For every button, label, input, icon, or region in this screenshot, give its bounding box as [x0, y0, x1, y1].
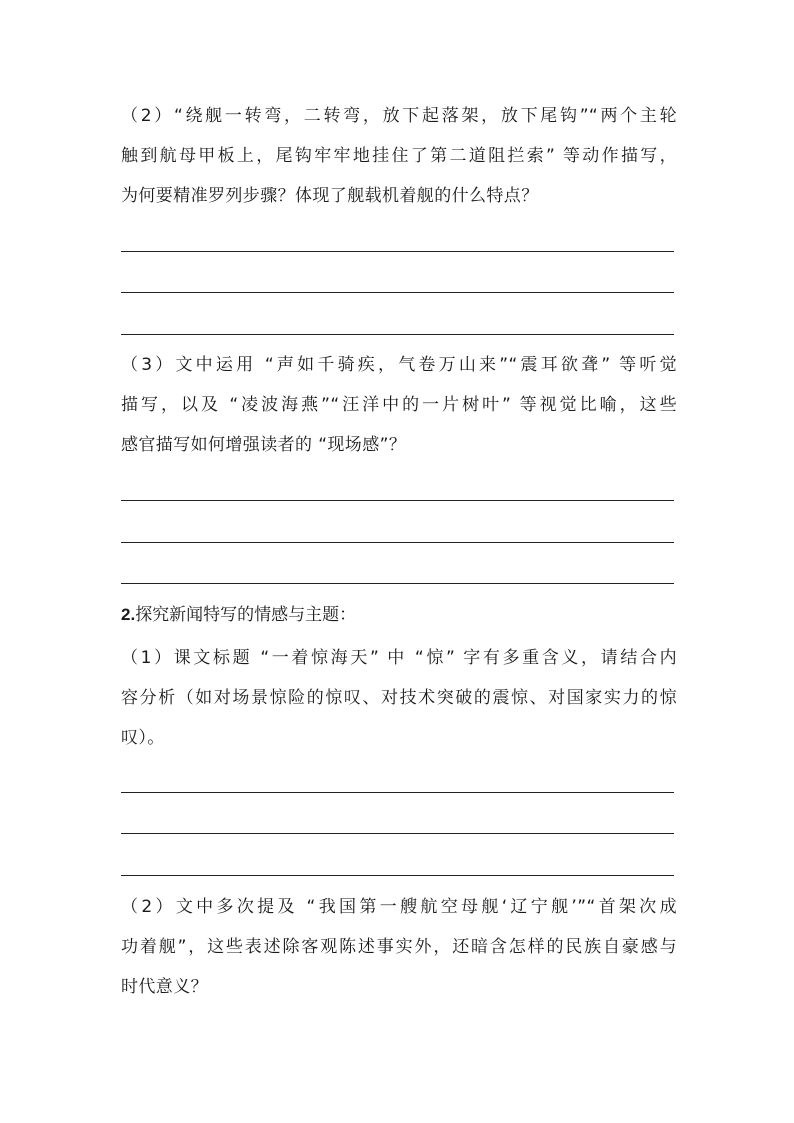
question-2-text [121, 96, 677, 216]
section-2-question-1-text [121, 638, 677, 758]
question-line: （2）文中多次提及 “我国第一艘航空母舰‘辽宁舰’”“首架次成 [121, 897, 677, 917]
question-line: 描写，以及 “凌波海燕”“汪洋中的一片树叶” 等视觉比喻，这些 [121, 395, 677, 415]
question-line: 为何要精准罗列步骤？体现了舰载机着舰的什么特点？ [121, 186, 539, 206]
question-line: （3）文中运用 “声如千骑疾，气卷万山来”“震耳欲聋” 等听觉 [121, 355, 677, 375]
section-title: 探究新闻特写的情感与主题： [135, 605, 357, 625]
question-line: 触到航母甲板上，尾钩牢牢地挂住了第二道阻拦索” 等动作描写， [121, 146, 677, 166]
question-line: 时代意义？ [121, 977, 208, 997]
question-line: 功着舰”，这些表述除客观陈述事实外，还暗含怎样的民族自豪感与 [121, 937, 677, 957]
answer-line[interactable] [121, 583, 674, 584]
answer-line[interactable] [121, 833, 674, 834]
question-line: 容分析（如对场景惊险的惊叹、对技术突破的震惊、对国家实力的惊 [121, 688, 677, 708]
answer-line[interactable] [121, 292, 674, 293]
answer-line[interactable] [121, 792, 674, 793]
answer-line[interactable] [121, 500, 674, 501]
question-line: （1）课文标题 “一着惊海天” 中 “惊” 字有多重含义，请结合内 [121, 648, 677, 668]
question-line: 感官描写如何增强读者的 “现场感”？ [121, 435, 407, 455]
answer-line[interactable] [121, 542, 674, 543]
section-2-heading [121, 595, 677, 635]
question-line: 叹）。 [121, 728, 165, 748]
answer-line[interactable] [121, 875, 674, 876]
question-3-text [121, 345, 677, 465]
section-2-question-2-text [121, 887, 677, 1007]
answer-line[interactable] [121, 334, 674, 335]
question-line: （2）“绕舰一转弯，二转弯，放下起落架，放下尾钩”“两个主轮 [121, 106, 677, 126]
answer-line[interactable] [121, 251, 674, 252]
section-number: 2. [121, 605, 136, 624]
